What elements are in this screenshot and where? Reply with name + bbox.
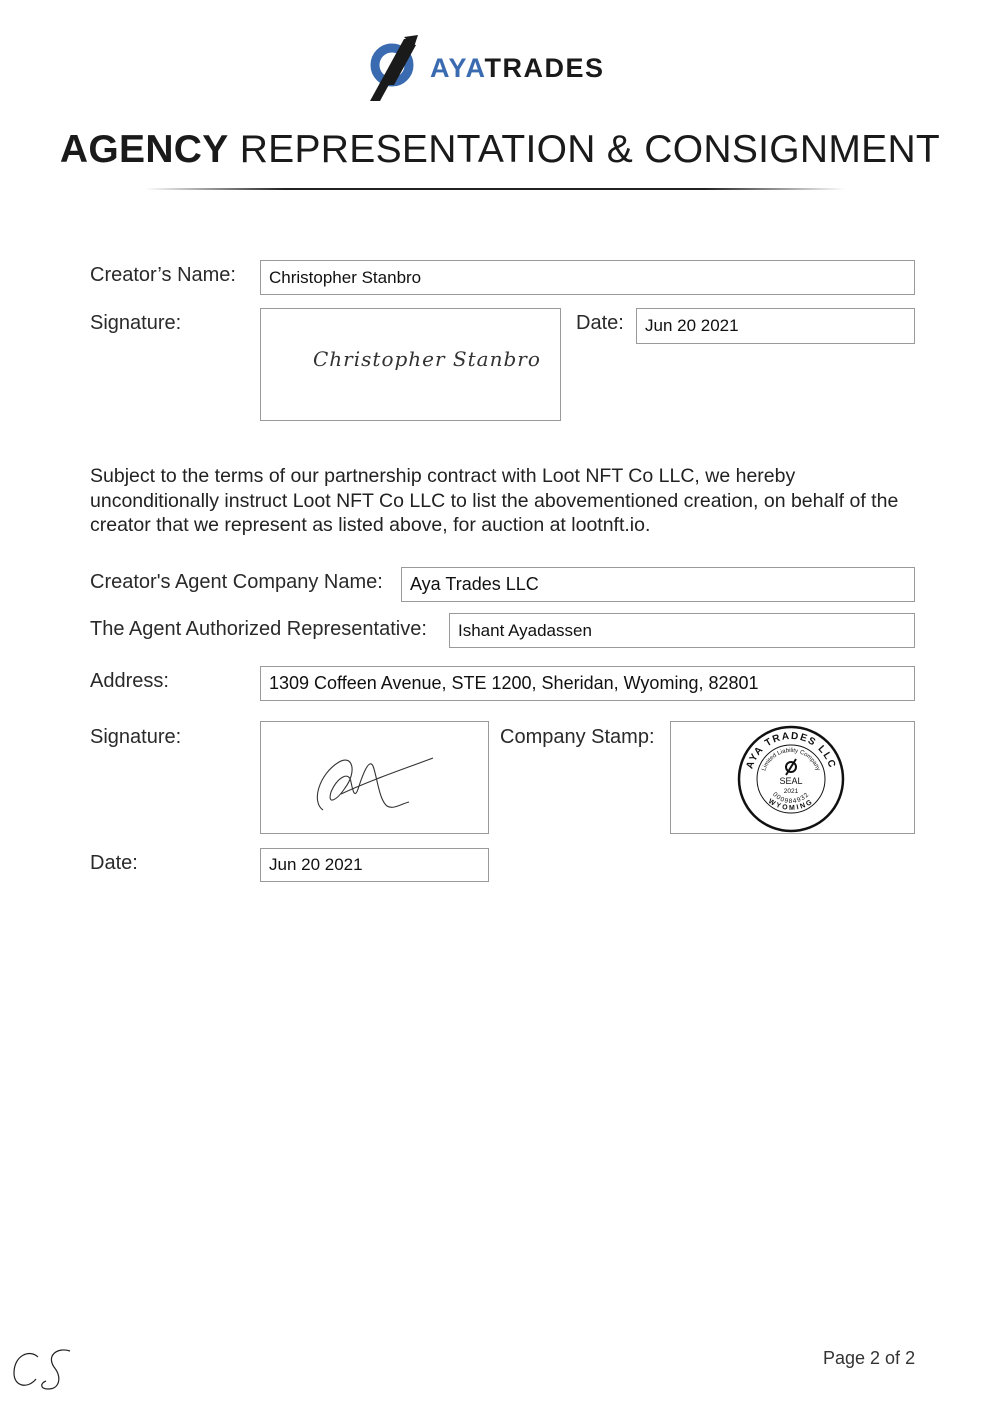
agent-signature-box[interactable] (260, 721, 489, 834)
agent-company-field[interactable]: Aya Trades LLC (401, 567, 915, 602)
agent-company-label: Creator's Agent Company Name: (90, 571, 383, 593)
svg-text:SEAL: SEAL (779, 776, 803, 786)
brand-trades: TRADES (484, 52, 605, 83)
company-logo (368, 34, 638, 102)
creator-name-field[interactable]: Christopher Stanbro (260, 260, 915, 295)
creator-date-field[interactable]: Jun 20 2021 (636, 308, 915, 344)
agent-signature-label: Signature: (90, 726, 182, 748)
document-title (0, 128, 1000, 172)
initials-signature (10, 1345, 80, 1395)
creator-signature-box[interactable] (260, 308, 561, 421)
brand-name (430, 53, 605, 84)
title-divider (145, 188, 845, 190)
creator-signature: Christopher Stanbro (313, 347, 541, 371)
page-number: Page 2 of 2 (823, 1348, 916, 1368)
creator-date-label: Date: (576, 312, 624, 334)
title-bold: AGENCY (59, 128, 229, 171)
svg-text:2021: 2021 (783, 788, 799, 795)
address-label: Address: (90, 670, 169, 692)
svg-text:Limited Liability Company: Limited Liability Company (761, 747, 821, 772)
svg-text:WYOMING: WYOMING (766, 798, 816, 812)
creator-signature-label: Signature: (90, 312, 182, 334)
brand-aya: AYA (430, 52, 485, 83)
agent-rep-field[interactable]: Ishant Ayadassen (449, 613, 915, 648)
agent-signature-drawing (261, 722, 490, 835)
company-seal-stamp (671, 722, 916, 835)
address-field[interactable]: 1309 Coffeen Avenue, STE 1200, Sheridan, Wyoming, 82801 (260, 666, 915, 701)
company-stamp-box (670, 721, 915, 834)
agent-rep-label: The Agent Authorized Representative: (90, 618, 427, 640)
title-rest: REPRESENTATION & CONSIGNMENT (228, 128, 941, 171)
svg-text:000984932: 000984932 (771, 791, 811, 806)
creator-name-label: Creator’s Name: (90, 264, 236, 286)
agent-date-label: Date: (90, 852, 138, 874)
aya-logo-icon (368, 35, 420, 101)
instruction-paragraph: Subject to the terms of our partnership contract with Loot NFT Co LLC, we hereby unconditionally instruct Loot NFT Co LLC to list the abovementioned creation, on behalf of the creator that we represent as listed above, for auction at lootnft.io. (90, 465, 899, 536)
svg-text:AYA TRADES LLC: AYA TRADES LLC (744, 730, 838, 771)
agent-date-field[interactable]: Jun 20 2021 (260, 848, 489, 882)
company-stamp-label: Company Stamp: (500, 726, 655, 748)
